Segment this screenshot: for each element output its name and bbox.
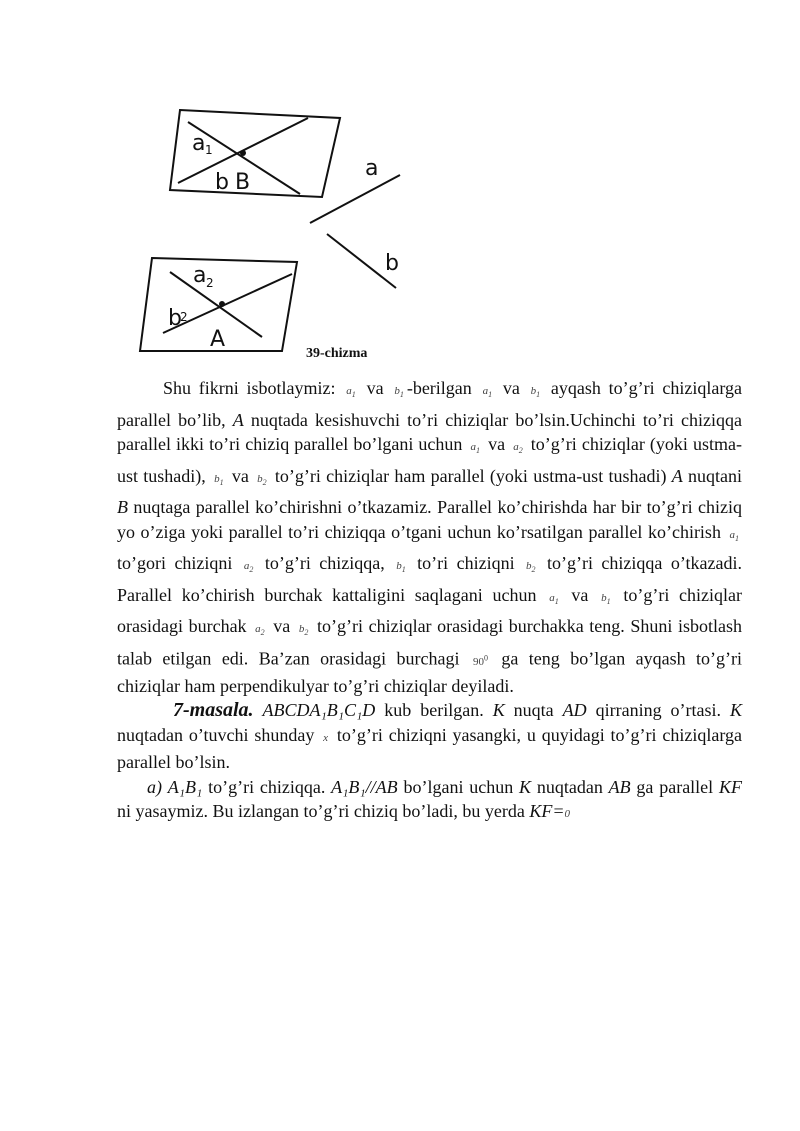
line-a	[310, 175, 400, 223]
label-a2-sub: 2	[206, 276, 214, 290]
figure-39	[0, 0, 800, 370]
label-b2: b	[168, 306, 182, 331]
label-a-right: a	[365, 156, 379, 181]
bottom-line-a2	[163, 274, 292, 333]
point-B	[240, 150, 246, 156]
figure-caption: 39-chizma	[306, 346, 368, 361]
label-a2: a	[193, 263, 207, 288]
paragraph-problem-7: 7-masala. ABCDA₁B₁C₁D kub berilgan. K nuqta AD qirraning o’rtasi. K nuqtadan o’tuvchi shunday x to’g’ri chiziqni yasangki, u quyidagi to’g’ri chiziqlarga parallel bo’lsin.	[117, 699, 743, 773]
problem-title: 7-masala.	[173, 699, 254, 722]
paragraph-proof: Shu fikrni isbotlaymiz: $a_1$ va $b_1$ -berilgan $a_1$ va $b_1$ ayqash to’g’ri chiziqlarga parallel bo’lib, A nuqtada kesishuvchi to’ri chiziqlar bo’lsin.Uchinchi to’ri chiziqqa parallel ikki to’ri chiziq parallel bo’lgani uchun $a_1$ va $a_2$ to’g’ri chiziqlar (yoki ustma-ust tushadi), $b_1$ va $b_2$ to’g’ri chiziqlar ham parallel (yoki ustma-ust tushadi) A nuqtani B nuqtaga parallel ko’chirishni o’tkazamiz. Parallel ko’chirishda har bir to’g’ri chiziq yo o’ziga yoki parallel to’ri chiziqqa o’tgani uchun ko’rsatilgan parallel ko’chirish $a_1$ to’gori chiziqni $a_2$ to’g’ri chiziqqa, $b_1$ to’ri chiziqni $b_2$ to’g’ri chiziqqa o’tkazadi. Parallel ko’chirish burchak kattaligini saqlagani uchun $a_1$ va $b_1$ to’g’ri chiziqlar orasidagi burchak $a_2$ va $b_2$ to’g’ri chiziqlar orasidagi burchakka teng. Shuni isbotlash talab etilgan edi. Ba’zan orasidagi burchagi $90^0$ ga teng bo’lgan ayqash to’g’ri chiziqlar ham perpendikulyar to’g’ri chiziqlar deyiladi.	[117, 378, 743, 697]
label-b-right: b	[385, 251, 399, 276]
point-A	[219, 301, 225, 307]
paragraph-item-a: a) A₁B₁ to’g’ri chiziqqa. A₁B₁//AB bo’lgani uchun K nuqtadan AB ga parallel KF ni yasaymiz. Bu izlangan to’g’ri chiziq bo’ladi, bu yerda KF=0	[117, 776, 742, 822]
label-A: A	[210, 327, 226, 352]
label-b2-sub: 2	[180, 310, 188, 324]
label-a1: a	[192, 131, 206, 156]
label-a1-sub: 1	[205, 143, 213, 157]
label-B: B	[235, 170, 251, 195]
body-text	[117, 376, 742, 826]
label-b-top: b	[215, 170, 229, 195]
